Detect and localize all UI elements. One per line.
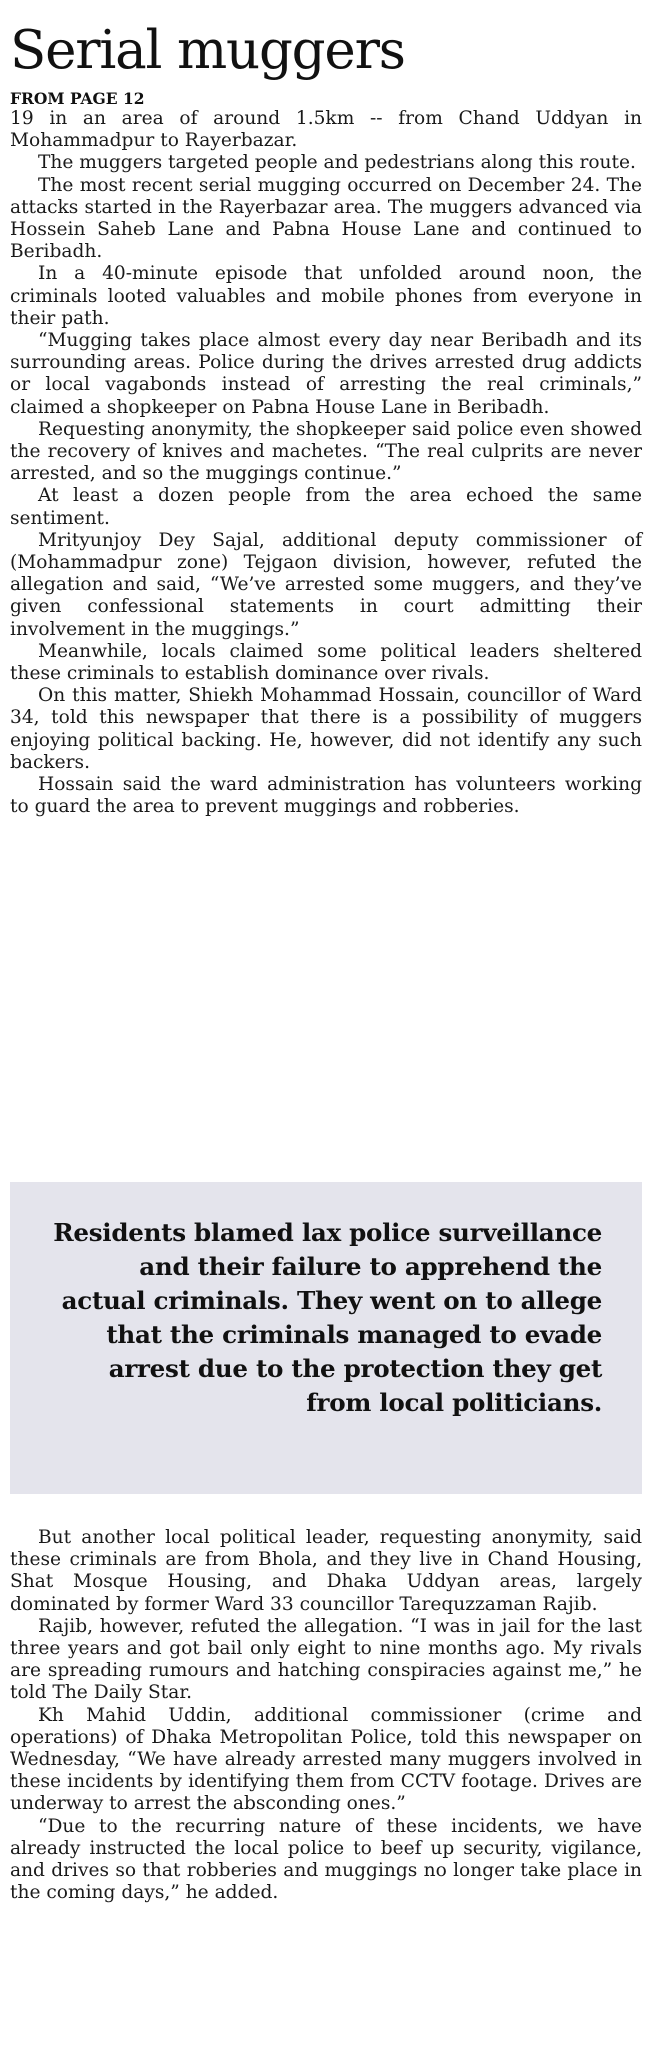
paragraph: The most recent serial mugging occurred on December 24. The attacks started in the Rayerbazar area. The muggers advanced via Hossein Saheb Lane and Pabna House Lane and continued to Beribadh. <box>10 174 642 263</box>
pull-quote-text: Residents blamed lax police surveillance and their failure to apprehend the actual criminals. They went on to allege that the criminals managed to evade arrest due to the protection they get from local politicians. <box>53 1218 602 1417</box>
paragraph: Meanwhile, locals claimed some political leaders sheltered these criminals to establish dominance over rivals. <box>10 640 642 685</box>
article-body-upper <box>10 108 642 819</box>
headline: Serial muggers <box>10 20 405 81</box>
article <box>10 0 642 819</box>
paragraph: Rajib, however, refuted the allegation. “I was in jail for the last three years and got bail only eight to nine months ago. My rivals are spreading rumours and hatching conspiracies against me,” he told The Daily Star. <box>10 1615 642 1704</box>
paragraph: Mrityunjoy Dey Sajal, additional deputy commissioner of (Mohammadpur zone) Tejgaon division, however, refuted the allegation and said, “We’ve arrested some muggers, and they’ve given confessional statements in court admitting their involvement in the muggings.” <box>10 529 642 640</box>
article-body-lower <box>10 1527 642 1904</box>
paragraph: Requesting anonymity, the shopkeeper said police even showed the recovery of knives and machetes. “The real culprits are never arrested, and so the muggings continue.” <box>10 418 642 485</box>
pull-quote-box <box>10 1182 642 1494</box>
paragraph: “Mugging takes place almost every day near Beribadh and its surrounding areas. Police during the drives arrested drug addicts or local vagabonds instead of arresting the real criminals,” claimed a shopkeeper on Pabna House Lane in Beribadh. <box>10 330 642 418</box>
paragraph: Hossain said the ward administration has volunteers working to guard the area to prevent muggings and robberies. <box>10 774 642 818</box>
paragraph: 19 in an area of around 1.5km -- from Chand Uddyan in Mohammadpur to Rayerbazar. <box>10 108 642 152</box>
paragraph: At least a dozen people from the area echoed the same sentiment. <box>10 485 642 529</box>
jump-label: FROM PAGE 12 <box>10 89 145 108</box>
paragraph: Kh Mahid Uddin, additional commissioner (crime and operations) of Dhaka Metropolitan Police, told this newspaper on Wednesday, “We have already arrested many muggers involved in these incidents by identifying them from CCTV footage. Drives are underway to arrest the absconding ones.” <box>10 1704 642 1815</box>
paragraph: On this matter, Shiekh Mohammad Hossain, councillor of Ward 34, told this newspaper that there is a possibility of muggers enjoying political backing. He, however, did not identify any such backers. <box>10 685 642 773</box>
paragraph: “Due to the recurring nature of these incidents, we have already instructed the local police to beef up security, vigilance, and drives so that robberies and muggings no longer take place in the coming days,” he added. <box>10 1815 642 1904</box>
paragraph: In a 40-minute episode that unfolded around noon, the criminals looted valuables and mobile phones from everyone in their path. <box>10 263 642 329</box>
paragraph: But another local political leader, requesting anonymity, said these criminals are from Bhola, and they live in Chand Housing, Shat Mosque Housing, and Dhaka Uddyan areas, largely dominated by former Ward 33 councillor Tarequzzaman Rajib. <box>10 1527 642 1615</box>
paragraph: The muggers targeted people and pedestrians along this route. <box>38 152 636 174</box>
